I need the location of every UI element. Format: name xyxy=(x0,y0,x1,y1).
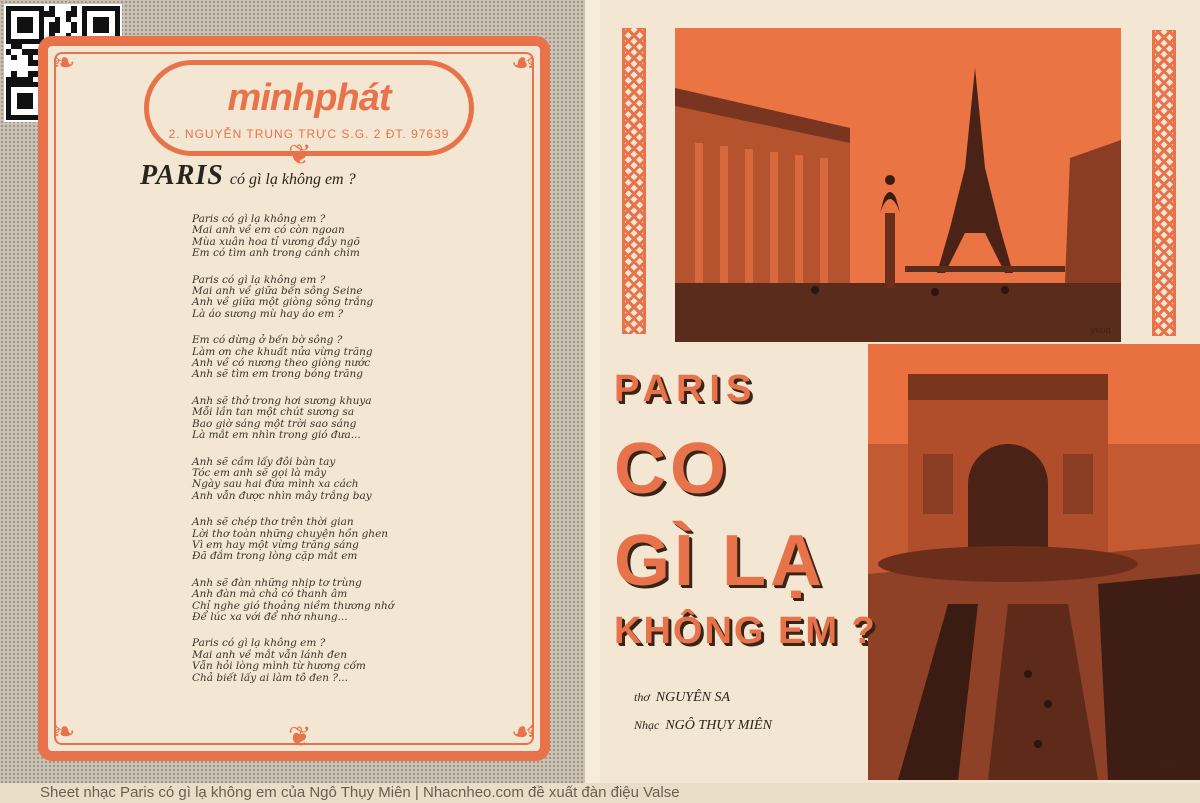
lyrics-stanza xyxy=(192,335,472,381)
song-title xyxy=(140,160,460,192)
lyric-line: Là mắt em nhìn trong gió đưa... xyxy=(192,429,361,442)
lyrics-stanza xyxy=(192,578,472,624)
caption-bar xyxy=(0,783,1200,803)
lyric-line: Tóc em anh sẽ gọi là mây xyxy=(192,466,327,479)
cover-title-gi-la: GÌ LẠ xyxy=(614,521,826,601)
lyric-line: Paris có gì lạ không em ? xyxy=(192,637,326,650)
cover-title-khong-em: KHÔNG EM ? xyxy=(614,610,877,652)
arc-de-triomphe-photo xyxy=(868,344,1200,780)
lyric-line: Mỗi lần tan một chút sương sa xyxy=(192,406,355,419)
flourish-bottom-icon: ❦ xyxy=(288,722,312,753)
decorative-strip-right xyxy=(1152,30,1176,336)
lyric-line: Anh sẽ đàn những nhịp tơ trùng xyxy=(192,576,362,589)
cover-title-co: CO xyxy=(614,429,730,509)
corner-scroll-icon: ☙ xyxy=(510,717,536,748)
lyric-line: Chỉ nghe gió thoảng niềm thương nhớ xyxy=(192,599,395,612)
lyric-line: Chả biết lấy ai làm tô đen ?... xyxy=(192,671,348,684)
lyric-line: Paris có gì lạ không em ? xyxy=(192,273,326,286)
lyric-line: Anh vẫn được nhìn mây trắng bay xyxy=(192,489,372,502)
lyric-line: Vì em hay một vừng trăng sáng xyxy=(192,538,359,551)
left-page xyxy=(0,0,585,783)
lyric-line: Anh đàn mà chả có thanh âm xyxy=(192,588,348,601)
lyric-line: Đã đắm trong lòng cặp mắt em xyxy=(192,550,358,563)
song-title-paris: PARIS xyxy=(140,160,224,191)
lyric-line: Anh sẽ cầm lấy đôi bàn tay xyxy=(192,455,336,468)
corner-scroll-icon: ❧ xyxy=(52,48,76,79)
decorative-strip-left xyxy=(622,28,646,334)
lyrics-stanza xyxy=(192,396,472,442)
lyrics-stanza xyxy=(192,457,472,503)
eiffel-tower-photo xyxy=(675,28,1121,342)
lyric-line: Để lúc xa với để nhớ nhung... xyxy=(192,610,348,623)
lyric-line: Em có dừng ở bến bờ sông ? xyxy=(192,334,343,347)
lyric-line: Anh sẽ chép thơ trên thời gian xyxy=(192,516,354,529)
lyric-line: Là áo sương mù hay áo em ? xyxy=(192,307,344,320)
right-page xyxy=(600,0,1200,783)
flourish-top-icon: ❦ xyxy=(288,140,312,171)
lyric-line: Anh sẽ thở trong hơi sương khuya xyxy=(192,394,372,407)
photo-signature: yvon xyxy=(1090,324,1111,336)
lyric-line: Mai anh về giữa bến sông Seine xyxy=(192,285,363,298)
lyric-line: Anh về giữa một giòng sông trắng xyxy=(192,296,374,309)
song-title-rest: có gì lạ không em ? xyxy=(229,171,356,188)
composer-label: Nhạc xyxy=(634,718,660,732)
lyrics-stanza xyxy=(192,517,472,563)
lyrics-stanza xyxy=(192,214,472,260)
publisher-address: 2. NGUYỄN TRUNG TRỰC S.G. 2 ĐT. 97639 xyxy=(168,127,450,141)
lyric-line: Em có tìm anh trong cánh chim xyxy=(192,247,360,260)
lyric-line: Bao giờ sáng một trời sao sáng xyxy=(192,417,357,430)
lyricist-name: NGUYÊN SA xyxy=(655,690,731,705)
lyric-line: Ngày sau hai đứa mình xa cách xyxy=(192,478,359,491)
lyric-line: Mùa xuân hoa tỉ vương đầy ngõ xyxy=(192,235,360,248)
caption-text[interactable]: Sheet nhạc Paris có gì lạ không em của Ngô Thụy Miên | Nhacnheo.com đề xuất đàn điệu Valse xyxy=(40,784,680,801)
lyric-line: Paris có gì lạ không em ? xyxy=(192,213,326,225)
publisher-name: minhphát xyxy=(227,77,391,119)
cover-title-paris: PARIS xyxy=(614,368,758,410)
photo-signature: yvon xyxy=(1157,760,1178,772)
lyric-line: Lời thơ toàn những chuyện hồn ghen xyxy=(192,527,389,540)
lyric-line: Làm ơn che khuất nửa vừng trăng xyxy=(192,345,373,358)
lyrics-stanza xyxy=(192,275,472,321)
lyric-line: Mai anh về mắt vẫn lánh đen xyxy=(192,648,347,661)
lyric-line: Anh về có nương theo giòng nước xyxy=(192,357,371,370)
lyricist-label: thơ xyxy=(634,690,650,704)
lyric-line: Mai anh về em có còn ngoan xyxy=(192,224,345,237)
lyrics-stanza xyxy=(192,638,472,684)
composer-name: NGÔ THỤY MIÊN xyxy=(665,718,772,733)
lyric-line: Anh sẽ tìm em trong bóng trăng xyxy=(192,368,363,381)
corner-scroll-icon: ❧ xyxy=(52,717,76,748)
lyrics-block xyxy=(192,214,472,699)
composer-credit xyxy=(634,718,772,734)
lyricist-credit xyxy=(634,690,730,706)
corner-scroll-icon: ☙ xyxy=(510,48,536,79)
lyric-line: Vẫn hỏi lòng mình từ hương cốm xyxy=(192,660,366,673)
